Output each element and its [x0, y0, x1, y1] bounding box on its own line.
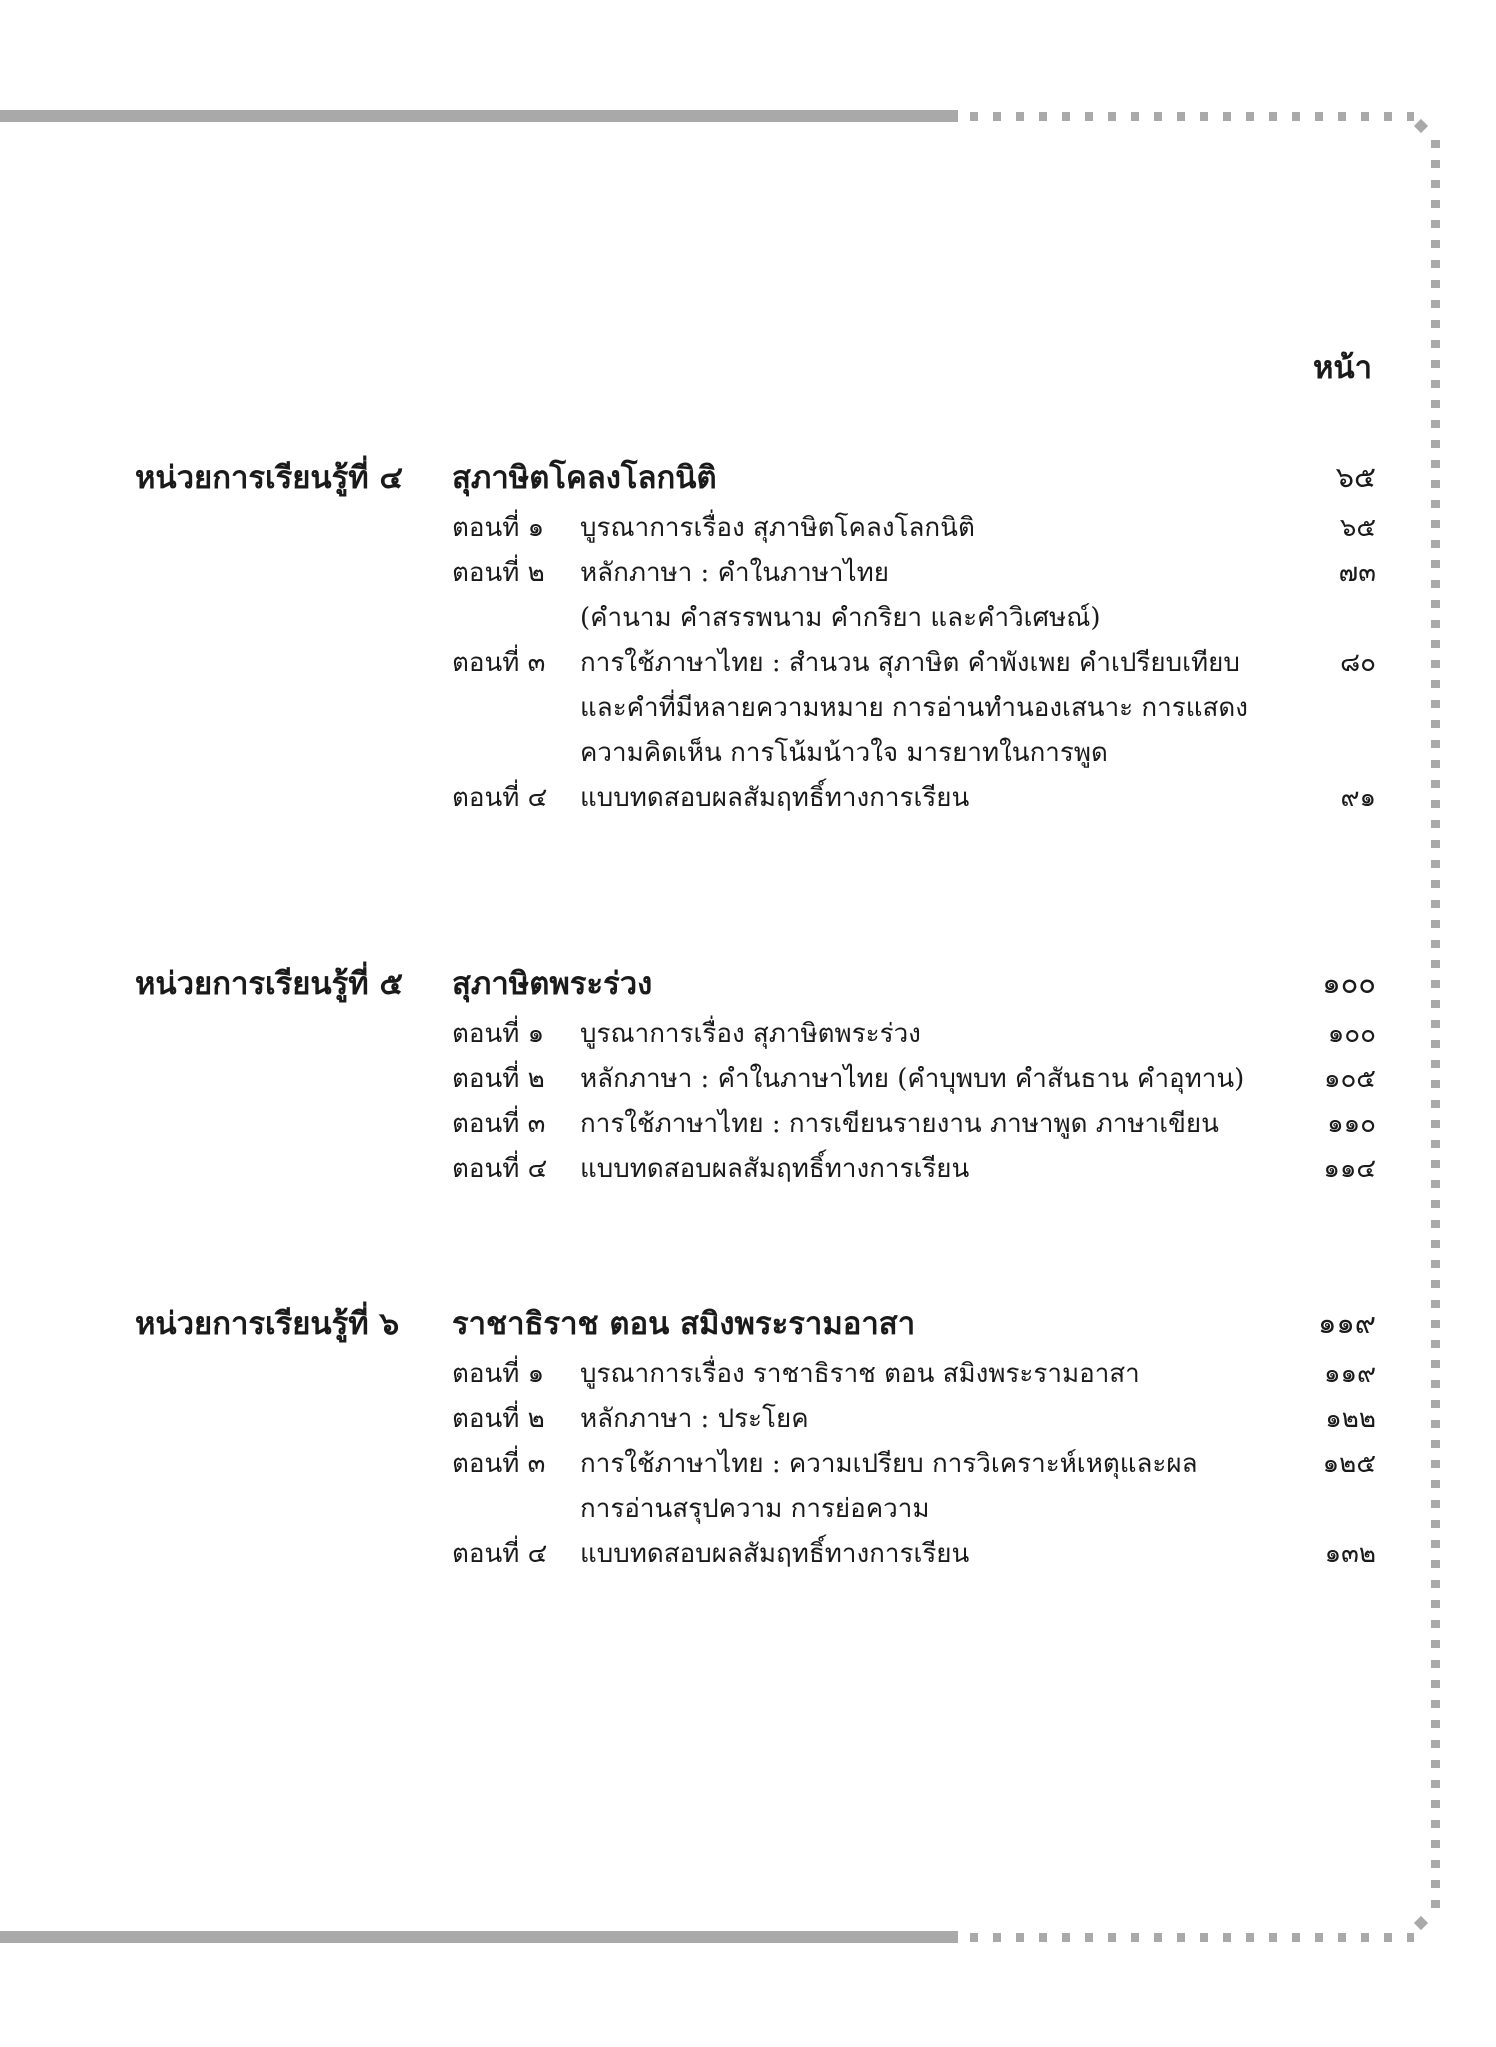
section-title-line: การใช้ภาษาไทย : การเขียนรายงาน ภาษาพูด ภาษาเขียน	[580, 1109, 1219, 1139]
section-label: ตอนที่ ๔	[452, 1539, 548, 1569]
section-page-number: ๑๒๕	[1322, 1449, 1376, 1479]
section-title-line: แบบทดสอบผลสัมฤทธิ์ทางการเรียน	[580, 783, 970, 813]
unit-page-number: ๖๕	[1335, 460, 1376, 494]
section-title-line: ความคิดเห็น การโน้มน้าวใจ มารยาทในการพูด	[580, 738, 1108, 768]
section-title-line: หลักภาษา : คำในภาษาไทย	[580, 558, 889, 588]
unit-name: ราชาธิราช ตอน สมิงพระรามอาสา	[452, 1306, 916, 1342]
section-label: ตอนที่ ๑	[452, 513, 545, 543]
section-label: ตอนที่ ๒	[452, 558, 545, 588]
frame-top-solid-line	[0, 110, 958, 122]
unit-page-number: ๑๐๐	[1322, 966, 1376, 1000]
section-label: ตอนที่ ๑	[452, 1019, 545, 1049]
section-title-line: หลักภาษา : คำในภาษาไทย (คำบุพบท คำสันธาน คำอุทาน)	[580, 1064, 1245, 1094]
section-title-line: หลักภาษา : ประโยค	[580, 1404, 809, 1434]
section-page-number: ๑๑๙	[1323, 1359, 1376, 1389]
section-title-line: การใช้ภาษาไทย : สำนวน สุภาษิต คำพังเพย คำเปรียบเทียบ	[580, 648, 1240, 678]
section-label: ตอนที่ ๒	[452, 1064, 545, 1094]
unit-title: หน่วยการเรียนรู้ที่ ๖	[135, 1306, 400, 1342]
section-title-line: บูรณาการเรื่อง สุภาษิตพระร่วง	[580, 1019, 921, 1049]
frame-bottom-dotted-line	[970, 1933, 1414, 1942]
frame-top-corner-ornament	[1414, 119, 1428, 133]
unit-title: หน่วยการเรียนรู้ที่ ๕	[135, 966, 403, 1002]
unit-page-number: ๑๑๙	[1317, 1306, 1376, 1340]
section-label: ตอนที่ ๒	[452, 1404, 545, 1434]
unit-name: สุภาษิตโคลงโลกนิติ	[452, 460, 717, 496]
section-title-line: บูรณาการเรื่อง ราชาธิราช ตอน สมิงพระรามอาสา	[580, 1359, 1140, 1389]
section-title-line: บูรณาการเรื่อง สุภาษิตโคลงโลกนิติ	[580, 513, 975, 543]
section-page-number: ๘๐	[1340, 648, 1376, 678]
section-title-line: การใช้ภาษาไทย : ความเปรียบ การวิเคราะห์เหตุและผล	[580, 1449, 1198, 1479]
section-page-number: ๑๓๒	[1324, 1539, 1376, 1569]
frame-bottom-solid-line	[0, 1931, 958, 1943]
section-label: ตอนที่ ๑	[452, 1359, 545, 1389]
section-label: ตอนที่ ๔	[452, 1154, 548, 1184]
frame-top-dotted-line	[970, 112, 1414, 121]
section-page-number: ๗๓	[1338, 558, 1376, 588]
section-label: ตอนที่ ๓	[452, 1449, 546, 1479]
section-page-number: ๙๑	[1340, 783, 1376, 813]
section-page-number: ๑๒๒	[1325, 1404, 1376, 1434]
section-label: ตอนที่ ๓	[452, 648, 546, 678]
section-label: ตอนที่ ๓	[452, 1109, 546, 1139]
section-page-number: ๑๑๔	[1323, 1154, 1376, 1184]
section-title-line: แบบทดสอบผลสัมฤทธิ์ทางการเรียน	[580, 1154, 970, 1184]
section-page-number: ๑๑๐	[1327, 1109, 1376, 1139]
section-title-line: (คำนาม คำสรรพนาม คำกริยา และคำวิเศษณ์)	[580, 603, 1101, 633]
section-title-line: แบบทดสอบผลสัมฤทธิ์ทางการเรียน	[580, 1539, 970, 1569]
section-page-number: ๑๐๐	[1327, 1019, 1376, 1049]
unit-title: หน่วยการเรียนรู้ที่ ๔	[135, 460, 403, 496]
frame-right-dotted-line	[1431, 140, 1440, 1908]
section-page-number: ๑๐๕	[1323, 1064, 1376, 1094]
unit-name: สุภาษิตพระร่วง	[452, 966, 653, 1002]
section-title-line: การอ่านสรุปความ การย่อความ	[580, 1494, 930, 1524]
page-column-header: หน้า	[1312, 350, 1372, 386]
section-page-number: ๖๕	[1339, 513, 1376, 543]
frame-bottom-corner-ornament	[1414, 1916, 1428, 1930]
section-label: ตอนที่ ๔	[452, 783, 548, 813]
section-title-line: และคำที่มีหลายความหมาย การอ่านทำนองเสนาะ การแสดง	[580, 693, 1248, 723]
